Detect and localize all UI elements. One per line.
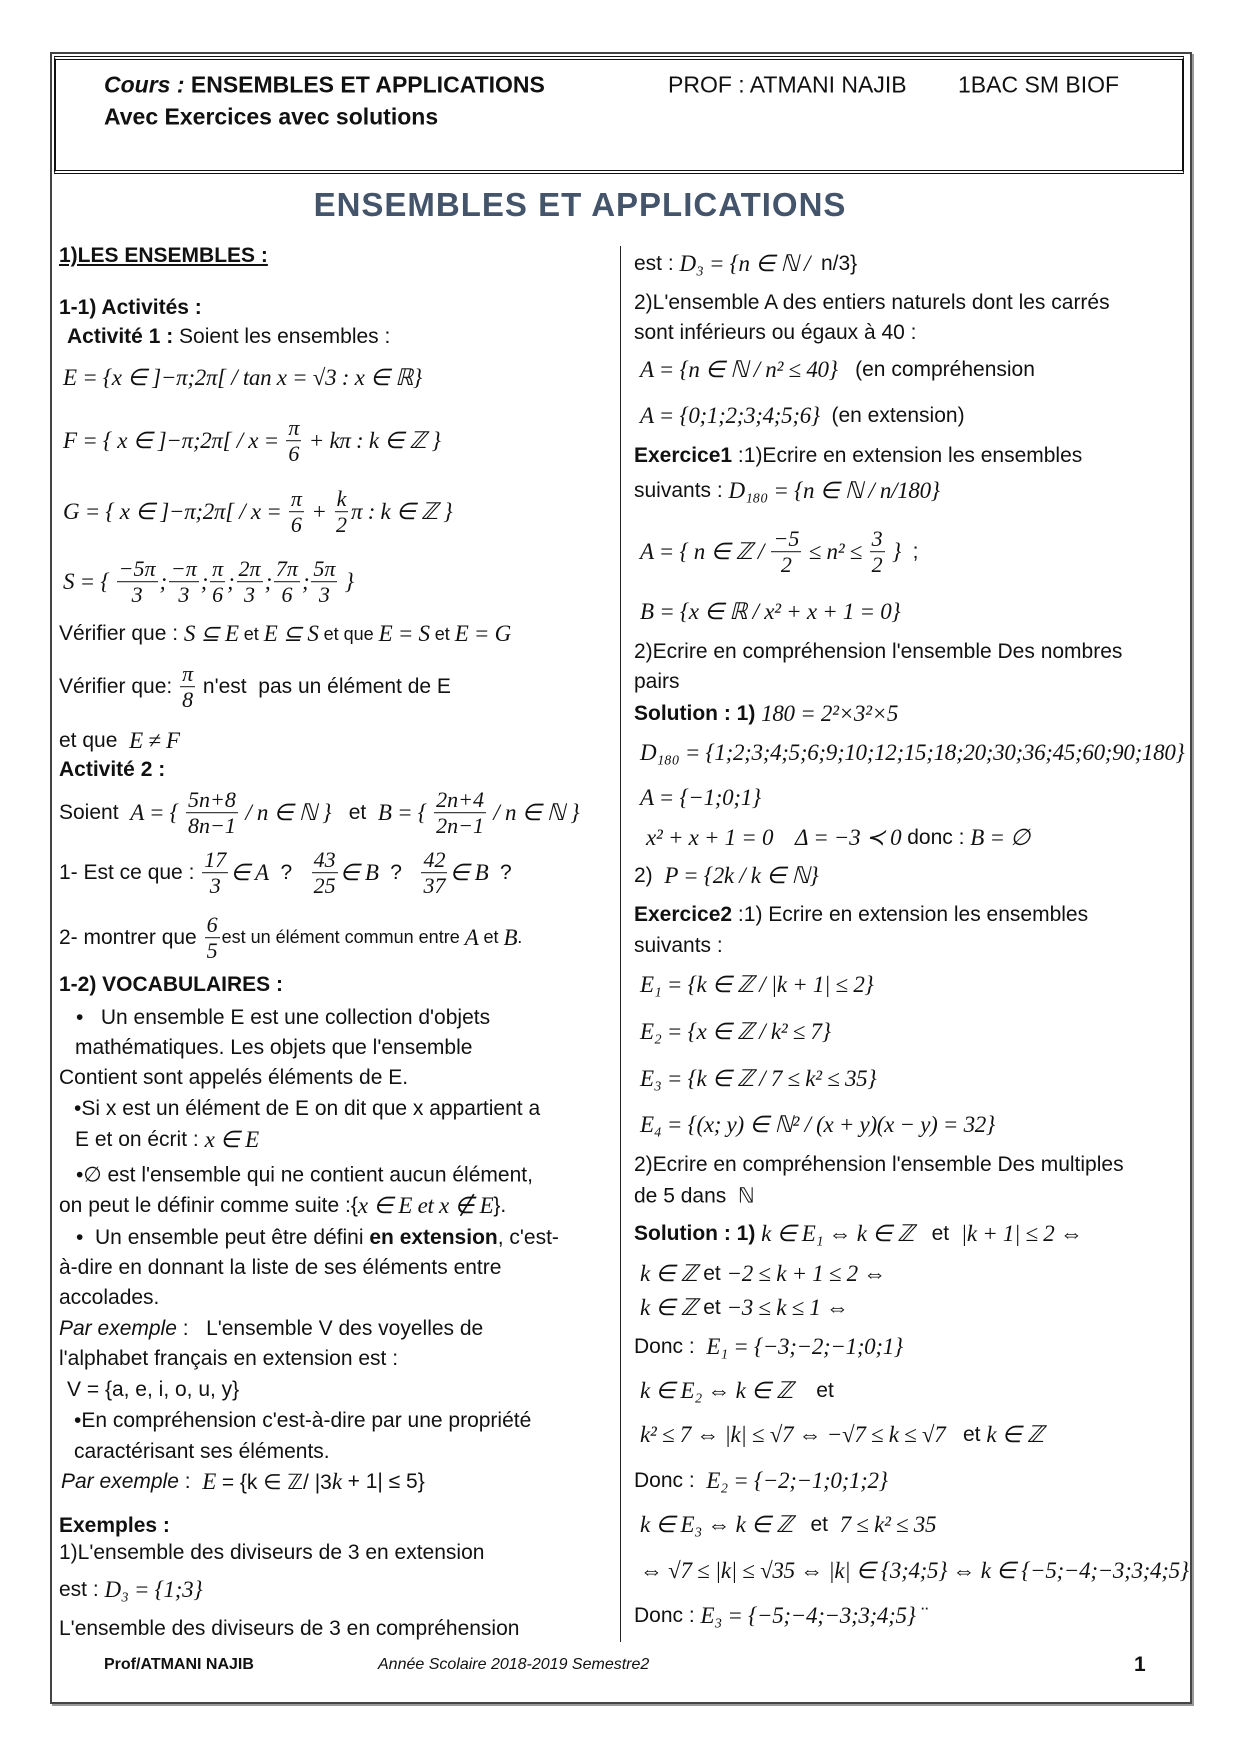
math-expression: E₂ = {−2;−1;0;1;2} [706, 1468, 888, 1493]
right-text-line [640, 1295, 849, 1321]
fraction-numerator: 5n+8 [188, 787, 236, 813]
right-text-line [640, 1112, 995, 1138]
math-expression: 180 = 2²×3²×5 [761, 701, 899, 726]
text-segment: • Un ensemble E est une collection d'objets [76, 1006, 491, 1029]
text-segment: 2) [634, 864, 665, 887]
math-expression: / n ∈ ℕ } [487, 800, 580, 825]
fraction-denominator: 3 [209, 873, 221, 899]
text-segment: et [331, 801, 378, 824]
math-expression: k² ≤ 7 ⇔ |k| ≤ √7 ⇔ −√7 ≤ k ≤ √7 [640, 1422, 946, 1447]
left-text-line [59, 1541, 484, 1565]
fraction-numerator: π [182, 661, 194, 687]
left-text-line [59, 661, 451, 713]
right-text-line [634, 1334, 903, 1360]
fraction-denominator: 8 [182, 687, 194, 713]
right-text-line [640, 1019, 831, 1045]
right-text-line [634, 1153, 1124, 1177]
text-segment: et [429, 623, 455, 644]
text-segment: et [792, 1379, 834, 1402]
fraction [274, 556, 300, 608]
math-expression: D₃ = {1;3} [104, 1577, 203, 1602]
text-segment: Par exemple [61, 1470, 179, 1493]
left-text-line [59, 296, 202, 320]
right-text-line [640, 1422, 1044, 1448]
math-expression: x ∈ E [204, 1127, 259, 1152]
math-expression: E₁ = {k ∈ ℤ / |k + 1| ≤ 2} [640, 972, 874, 997]
fraction [117, 556, 158, 608]
fraction-numerator: 5π [313, 556, 336, 582]
fraction-numerator: π [290, 486, 302, 512]
course-title: ENSEMBLES ET APPLICATIONS [184, 71, 545, 98]
text-segment: Activité 2 : [59, 758, 166, 781]
text-segment: Solution : 1) [634, 702, 762, 725]
left-text-line [59, 973, 283, 997]
math-expression: x ∈ E et x ∉ E [357, 1193, 494, 1218]
prof-name: PROF : ATMANI NAJIB [668, 71, 907, 98]
text-segment: accolades. [59, 1286, 160, 1309]
fraction-numerator: k [336, 486, 347, 512]
right-text-line [634, 321, 917, 345]
fraction-numerator: π [212, 556, 224, 582]
left-text-line [59, 1066, 408, 1090]
text-segment: Exercice1 [634, 444, 733, 467]
math-expression: G = { x ∈ ]−π;2π[ / x = [63, 499, 287, 524]
math-expression: k ∈ E₁ ⇔ k ∈ ℤ [761, 1221, 915, 1246]
text-segment: Exemples : [59, 1514, 170, 1537]
math-expression: A = {n ∈ ℕ / n² ≤ 40} [640, 357, 838, 382]
text-segment: + 1| ≤ 5} [341, 1470, 425, 1493]
left-text-line [74, 1097, 540, 1121]
text-segment: Solution : 1) [634, 1222, 762, 1245]
text-segment: suivants : [634, 479, 729, 502]
math-expression: −3 ≤ k ≤ 1 ⇔ [726, 1295, 849, 1320]
right-text-line [640, 740, 1184, 766]
text-segment: Vérifier que: [59, 675, 179, 698]
math-expression: ; [301, 569, 310, 594]
text-segment: n/3} [820, 252, 858, 275]
left-text-line [59, 728, 180, 754]
text-segment: à-dire en donnant la liste de ses éléments entre [59, 1256, 502, 1279]
fraction-denominator: 3 [178, 582, 190, 608]
math-expression: F = { x ∈ ]−π;2π[ / x = [63, 428, 285, 453]
text-segment: . [517, 927, 523, 948]
left-text-line [67, 325, 390, 349]
fraction [312, 847, 338, 899]
math-expression: S = { [63, 569, 115, 594]
right-text-line [640, 403, 965, 429]
right-text-line [634, 1221, 1083, 1247]
fraction-denominator: 25 [313, 873, 336, 899]
text-segment: (en compréhension [837, 358, 1035, 381]
text-segment: donc : [901, 826, 971, 849]
math-expression: A = {0;1;2;3;4;5;6} [640, 403, 820, 428]
left-text-line [76, 1163, 533, 1188]
text-segment: 2)L'ensemble A des entiers naturels dont les carrés [634, 291, 1110, 314]
math-expression: ; [159, 569, 167, 594]
fraction [180, 661, 195, 713]
left-text-line [76, 1226, 559, 1250]
text-segment: •Si x est un élément de E on dit que x appartient a [74, 1097, 541, 1120]
text-segment: de 5 dans ℕ [634, 1184, 755, 1208]
fraction [286, 415, 301, 467]
math-expression: A = { [130, 800, 185, 825]
text-segment: ? [488, 861, 512, 884]
page-title: ENSEMBLES ET APPLICATIONS [313, 186, 847, 223]
text-segment: sont inférieurs ou égaux à 40 : [634, 321, 917, 344]
text-segment: Donc : [634, 1335, 707, 1358]
text-segment: et [238, 623, 264, 644]
math-expression: ⇔ √7 ≤ |k| ≤ √35 ⇔ |k| ∈ {3;4;5} ⇔ k ∈ {−5;−4;−3;3;4;5} [640, 1558, 1189, 1583]
math-expression: k ∈ ℤ [640, 1261, 698, 1286]
left-text-line [76, 1006, 490, 1030]
math-expression: −2 ≤ k + 1 ≤ 2 ⇔ [726, 1261, 887, 1286]
text-segment: V = {a, e, i, o, u, y} [67, 1378, 240, 1401]
left-text-line [74, 1440, 330, 1464]
math-expression: B [503, 925, 518, 950]
math-expression: k ∈ ℤ [640, 1295, 698, 1320]
fraction-numerator: 42 [423, 847, 446, 873]
text-segment: 2)Ecrire en compréhension l'ensemble Des nombres [634, 640, 1123, 663]
fraction [186, 787, 238, 839]
fraction-denominator: 6 [281, 582, 293, 608]
left-text-line [59, 847, 512, 899]
math-expression: ∈ B [449, 860, 489, 885]
right-text-line [634, 640, 1122, 664]
left-text-line [59, 1577, 202, 1603]
math-expression: E₃ = {k ∈ ℤ / 7 ≤ k² ≤ 35} [640, 1066, 877, 1091]
text-segment: • Un ensemble peut être défini [76, 1226, 370, 1249]
math-expression: E₄ = {(x; y) ∈ ℕ² / (x + y)(x − y) = 32} [640, 1112, 995, 1137]
math-expression: P = {2k / k ∈ ℕ} [664, 863, 819, 888]
left-text-line [74, 1409, 531, 1433]
text-segment: 1)L'ensemble des diviseurs de 3 en extension [59, 1541, 485, 1564]
text-segment: 1-2) VOCABULAIRES : [59, 973, 284, 996]
left-text-line [61, 1469, 425, 1495]
left-text-line [63, 365, 422, 391]
fraction-numerator: −π [170, 556, 197, 582]
text-segment: 1)LES ENSEMBLES : [59, 244, 268, 267]
math-expression: S ⊆ E [183, 621, 239, 646]
fraction-numerator: 2n+4 [436, 787, 484, 813]
text-segment: en extension [369, 1226, 498, 1249]
math-expression: A = {−1;0;1} [640, 785, 761, 810]
right-text-line [640, 599, 900, 625]
left-text-line [59, 1514, 170, 1538]
fraction-numerator: π [288, 415, 300, 441]
math-expression: E₂ = {x ∈ ℤ / k² ≤ 7} [640, 1019, 831, 1044]
text-segment: Activité 1 : [67, 325, 180, 348]
left-text-line [59, 787, 579, 839]
right-text-line [640, 1066, 876, 1092]
math-expression: k [331, 1469, 342, 1494]
text-segment: 2)Ecrire en compréhension l'ensemble Des multiples [634, 1153, 1124, 1176]
fraction-denominator: 3 [318, 582, 330, 608]
fraction [870, 526, 885, 578]
text-segment: •En compréhension c'est-à-dire par une propriété [74, 1409, 532, 1432]
fraction-numerator: 17 [204, 847, 227, 873]
right-text-line [634, 478, 940, 504]
fraction [202, 847, 228, 899]
math-expression: E ⊆ S [263, 621, 319, 646]
math-expression: ∈ B [339, 860, 379, 885]
math-expression: k ∈ E₃ ⇔ k ∈ ℤ [640, 1512, 793, 1537]
text-segment: Soient les ensembles : [179, 325, 391, 348]
fraction-numerator: 43 [313, 847, 336, 873]
text-segment: E et on écrit : [75, 1128, 205, 1151]
fraction [205, 912, 220, 964]
math-expression: ; [200, 569, 209, 594]
math-expression: } [339, 569, 354, 594]
math-expression: E = {x ∈ ]−π;2π[ / tan x = √3 : x ∈ ℝ} [63, 365, 422, 390]
math-expression: B = { [377, 800, 433, 825]
text-segment: et [697, 1262, 727, 1285]
text-segment: 2- montrer que [59, 926, 203, 949]
text-segment: caractérisant ses éléments. [74, 1440, 330, 1463]
footer-year: Année Scolaire 2018-2019 Semestre2 [378, 1656, 650, 1673]
text-segment: 1-1) Activités : [59, 296, 202, 319]
fraction-numerator: 3 [871, 526, 883, 552]
text-segment: }. [493, 1194, 507, 1217]
left-text-line [59, 912, 522, 964]
math-expression: E ≠ F [129, 728, 180, 753]
text-segment: est : [634, 252, 680, 275]
right-text-line [634, 291, 1110, 315]
left-text-line [59, 758, 165, 782]
right-text-line [646, 825, 1030, 851]
right-text-line [640, 972, 873, 998]
right-text-line [634, 444, 1082, 468]
text-segment: Par exemple [59, 1317, 177, 1340]
math-expression: D₃ = {n ∈ ℕ / [679, 251, 821, 276]
right-text-line [634, 863, 818, 889]
text-segment: et [478, 927, 504, 948]
math-expression: ≤ n² ≤ [803, 539, 868, 564]
fraction-denominator: 2n−1 [436, 813, 484, 839]
text-segment: ? [378, 861, 420, 884]
text-segment: n'est pas un élément de E [197, 675, 451, 698]
fraction-denominator: 37 [423, 873, 446, 899]
right-text-line [640, 357, 1035, 383]
fraction-denominator: 6 [288, 441, 300, 467]
text-segment: suivants : [634, 934, 723, 957]
fraction [169, 556, 199, 608]
footer-author: Prof/ATMANI NAJIB [104, 1656, 254, 1673]
page-number: 1 [1134, 1653, 1146, 1676]
left-text-line [59, 1256, 501, 1280]
fraction [421, 847, 447, 899]
fraction [434, 787, 486, 839]
text-segment: et [697, 1296, 727, 1319]
fraction-numerator: −5 [773, 526, 800, 552]
left-text-line [63, 556, 354, 608]
left-text-line [59, 1317, 483, 1341]
math-expression: k ∈ ℤ [986, 1422, 1044, 1447]
text-segment: : L'ensemble V des voyelles de [176, 1317, 484, 1340]
right-text-line [634, 251, 857, 277]
text-segment: est un élément commun entre [221, 927, 465, 948]
text-segment: L'ensemble des diviseurs de 3 en compréhension [59, 1617, 520, 1640]
left-text-line [67, 1378, 239, 1402]
fraction-denominator: 6 [290, 512, 302, 538]
fraction [210, 556, 225, 608]
fraction-numerator: 7π [275, 556, 298, 582]
fraction-denominator: 3 [244, 582, 256, 608]
text-segment: et [945, 1423, 987, 1446]
math-expression: B = ∅ [970, 825, 1030, 850]
left-text-line [75, 1036, 472, 1060]
left-text-line [59, 1286, 159, 1310]
fraction [237, 556, 263, 608]
fraction-denominator: 2 [336, 512, 348, 538]
fraction [311, 556, 337, 608]
math-expression: A = { n ∈ ℤ / [640, 539, 770, 564]
math-expression: B = {x ∈ ℝ / x² + x + 1 = 0} [640, 599, 901, 624]
text-segment: (en extension) [819, 404, 965, 427]
left-text-line [59, 1193, 506, 1219]
subtitle: Avec Exercices avec solutions [104, 103, 439, 130]
text-segment: Soient [59, 801, 131, 824]
math-expression: 7 ≤ k² ≤ 35 [839, 1512, 937, 1537]
math-expression: |k + 1| ≤ 2 ⇔ [960, 1221, 1083, 1246]
fraction-denominator: 2 [871, 552, 883, 578]
fraction-denominator: 8n−1 [188, 813, 236, 839]
math-expression: D₁₈₀ = {1;2;3;4;5;6;9;10;12;15;18;20;30;36;45;60;90;180} [640, 740, 1185, 765]
left-text-line [59, 621, 511, 647]
text-segment: ? [268, 861, 310, 884]
right-text-line [640, 1558, 1189, 1584]
right-text-line [634, 670, 680, 694]
text-segment: Donc : [634, 1604, 701, 1627]
right-text-line [640, 1512, 936, 1538]
text-segment: ; [900, 540, 919, 563]
text-segment: et que [59, 729, 130, 752]
text-segment: on peut le définir comme suite :{ [59, 1194, 358, 1217]
fraction-denominator: 6 [212, 582, 224, 608]
math-expression: x² + x + 1 = 0 Δ = −3 ≺ 0 [646, 825, 902, 850]
left-text-line [59, 1617, 519, 1641]
text-segment: 1- Est ce que : [59, 861, 201, 884]
text-segment: : [178, 1470, 203, 1493]
fraction-denominator: 5 [206, 938, 218, 964]
fraction-numerator: 6 [206, 912, 218, 938]
text-segment: = {k ∈ ℤ/ |3 [215, 1470, 332, 1494]
math-expression: ; [227, 569, 235, 594]
right-text-line [634, 1468, 888, 1494]
text-segment: Vérifier que : [59, 622, 184, 645]
math-expression: ; [264, 569, 272, 594]
math-expression: E = S [378, 621, 430, 646]
course-heading [104, 72, 545, 99]
text-segment: •∅ est l'ensemble qui ne contient aucun élément, [76, 1163, 533, 1187]
math-expression: ∈ A [230, 860, 269, 885]
left-text-line [59, 1347, 398, 1371]
fraction [334, 486, 349, 538]
text-segment: Exercice2 [634, 903, 733, 926]
text-segment: ¨ [915, 1604, 929, 1627]
text-segment: :1) Ecrire en extension les ensembles [732, 903, 1089, 926]
right-text-line [640, 1378, 834, 1404]
text-segment: , c'est- [497, 1226, 559, 1249]
right-text-line [634, 1184, 755, 1209]
math-expression: D₁₈₀ = {n ∈ ℕ / n/180} [728, 478, 940, 503]
column-divider [620, 246, 621, 1642]
math-expression: + kπ : k ∈ ℤ } [303, 428, 441, 453]
text-segment: est : [59, 1578, 105, 1601]
math-expression: A [464, 925, 479, 950]
right-text-line [640, 785, 761, 811]
math-expression: } [886, 539, 901, 564]
text-segment: et [792, 1513, 840, 1536]
math-expression: π : k ∈ ℤ } [351, 499, 453, 524]
level: 1BAC SM BIOF [958, 71, 1120, 98]
fraction-numerator: 2π [238, 556, 261, 582]
fraction [289, 486, 304, 538]
text-segment: mathématiques. Les objets que l'ensemble [75, 1036, 473, 1059]
left-text-line [63, 486, 452, 538]
course-label: Cours : [104, 71, 185, 98]
math-expression: E₃ = {−5;−4;−3;3;4;5} [700, 1603, 916, 1628]
math-expression: + [305, 499, 333, 524]
math-expression: E [202, 1469, 216, 1494]
math-expression: k ∈ E₂ ⇔ k ∈ ℤ [640, 1378, 793, 1403]
text-segment: et [914, 1222, 961, 1245]
right-text-line [634, 1603, 928, 1629]
fraction-numerator: −5π [118, 556, 156, 582]
fraction-denominator: 3 [131, 582, 143, 608]
right-text-line [640, 1261, 886, 1287]
text-segment: pairs [634, 670, 680, 693]
text-segment: Donc : [634, 1469, 707, 1492]
right-text-line [634, 934, 723, 958]
math-expression: / n ∈ ℕ } [239, 800, 332, 825]
fraction-denominator: 2 [780, 552, 792, 578]
left-text-line [75, 1127, 259, 1153]
text-segment: :1)Ecrire en extension les ensembles [732, 444, 1083, 467]
left-text-line [59, 244, 268, 268]
text-segment: et que [318, 623, 379, 644]
right-text-line [634, 701, 898, 727]
text-segment: l'alphabet français en extension est : [59, 1347, 399, 1370]
math-expression: E₁ = {−3;−2;−1;0;1} [706, 1334, 903, 1359]
math-expression: E = G [454, 621, 511, 646]
right-text-line [640, 526, 918, 578]
fraction [771, 526, 801, 578]
right-text-line [634, 903, 1088, 927]
left-text-line [63, 415, 441, 467]
text-segment: Contient sont appelés éléments de E. [59, 1066, 409, 1089]
